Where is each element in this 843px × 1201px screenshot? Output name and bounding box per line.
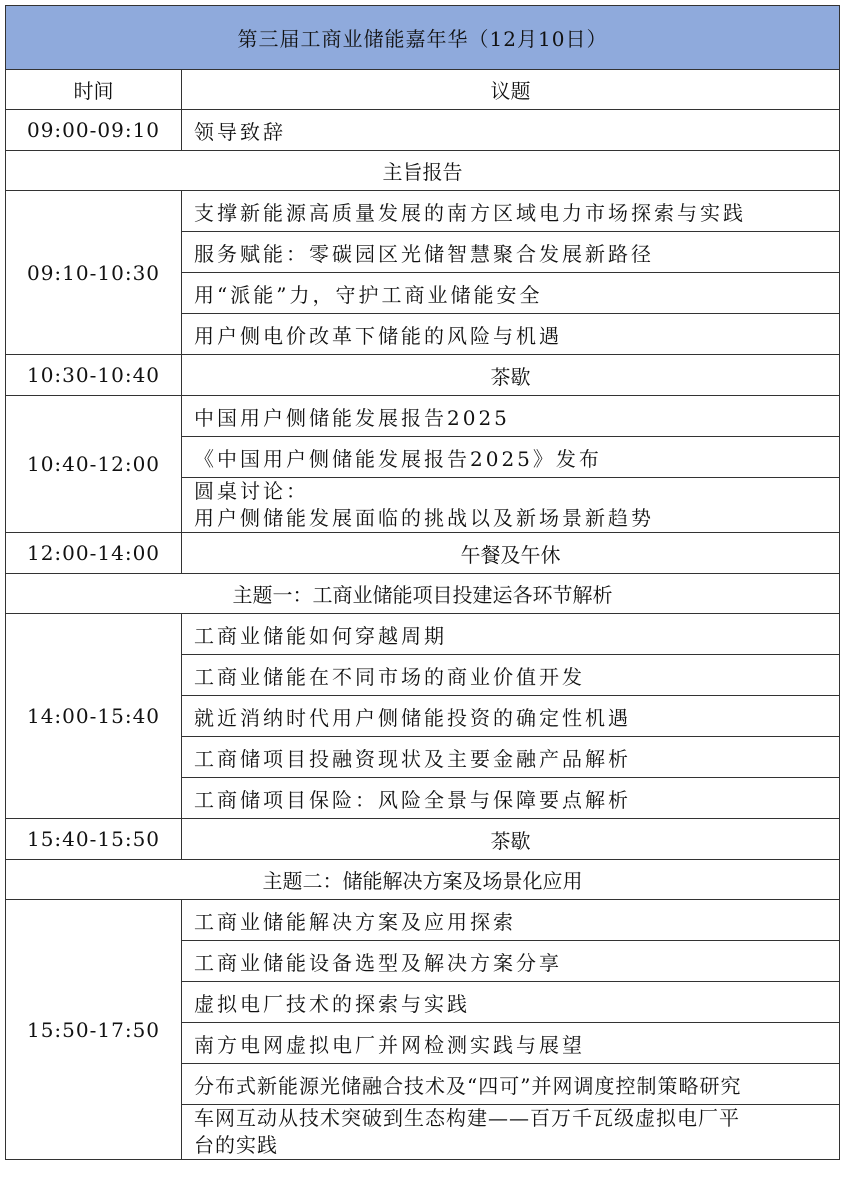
time-cell: 10:40-12:00 (6, 396, 182, 533)
section-heading-keynote: 主旨报告 (6, 151, 840, 191)
time-cell: 15:40-15:50 (6, 819, 182, 860)
topic-cell: 中国用户侧储能发展报告2025 (182, 396, 840, 437)
topic-cell: 工商业储能解决方案及应用探索 (182, 900, 840, 941)
section-heading-theme1: 主题一：工商业储能项目投建运各环节解析 (6, 574, 840, 614)
time-column-header: 时间 (6, 70, 182, 110)
topic-cell: 就近消纳时代用户侧储能投资的确定性机遇 (182, 696, 840, 737)
roundtable-label: 圆桌讨论： (194, 479, 309, 503)
topic-cell: 支撑新能源高质量发展的南方区域电力市场探索与实践 (182, 191, 840, 232)
title-row (6, 6, 840, 70)
table-row (6, 191, 840, 232)
section-row (6, 151, 840, 191)
topic-cell: 工商业储能如何穿越周期 (182, 614, 840, 655)
time-cell: 09:10-10:30 (6, 191, 182, 355)
time-cell: 12:00-14:00 (6, 533, 182, 574)
break-label: 茶歇 (182, 819, 840, 860)
topic-cell: 工商业储能设备选型及解决方案分享 (182, 941, 840, 982)
topic-line: 台的实践 (194, 1133, 278, 1157)
table-row (6, 533, 840, 574)
table-row (6, 110, 840, 151)
section-row (6, 860, 840, 900)
topic-cell: 南方电网虚拟电厂并网检测实践与展望 (182, 1023, 840, 1064)
topic-cell: 用“派能”力，守护工商业储能安全 (182, 273, 840, 314)
topic-cell: 虚拟电厂技术的探索与实践 (182, 982, 840, 1023)
topic-cell: 《中国用户侧储能发展报告2025》发布 (182, 437, 840, 478)
table-row (6, 355, 840, 396)
topic-cell: 工商储项目投融资现状及主要金融产品解析 (182, 737, 840, 778)
time-cell: 14:00-15:40 (6, 614, 182, 819)
section-row (6, 574, 840, 614)
topic-cell (182, 1105, 840, 1160)
time-cell: 09:00-09:10 (6, 110, 182, 151)
section-heading-theme2: 主题二：储能解决方案及场景化应用 (6, 860, 840, 900)
agenda-title: 第三届工商业储能嘉年华（12月10日） (6, 6, 840, 70)
time-cell: 10:30-10:40 (6, 355, 182, 396)
break-label: 茶歇 (182, 355, 840, 396)
table-row (6, 819, 840, 860)
agenda-table (5, 5, 840, 1160)
topic-cell (182, 478, 840, 533)
topic-cell: 用户侧电价改革下储能的风险与机遇 (182, 314, 840, 355)
topic-cell: 分布式新能源光储融合技术及“四可”并网调度控制策略研究 (182, 1064, 840, 1105)
table-row (6, 900, 840, 941)
topic-column-header: 议题 (182, 70, 840, 110)
topic-cell: 领导致辞 (182, 110, 840, 151)
header-row (6, 70, 840, 110)
topic-cell: 服务赋能：零碳园区光储智慧聚合发展新路径 (182, 232, 840, 273)
roundtable-topic: 用户侧储能发展面临的挑战以及新场景新趋势 (194, 506, 654, 530)
topic-line: 车网互动从技术突破到生态构建——百万千瓦级虚拟电厂平 (194, 1106, 740, 1130)
lunch-label: 午餐及午休 (182, 533, 840, 574)
table-row (6, 614, 840, 655)
topic-cell: 工商储项目保险：风险全景与保障要点解析 (182, 778, 840, 819)
topic-cell: 工商业储能在不同市场的商业价值开发 (182, 655, 840, 696)
table-row (6, 396, 840, 437)
time-cell: 15:50-17:50 (6, 900, 182, 1160)
